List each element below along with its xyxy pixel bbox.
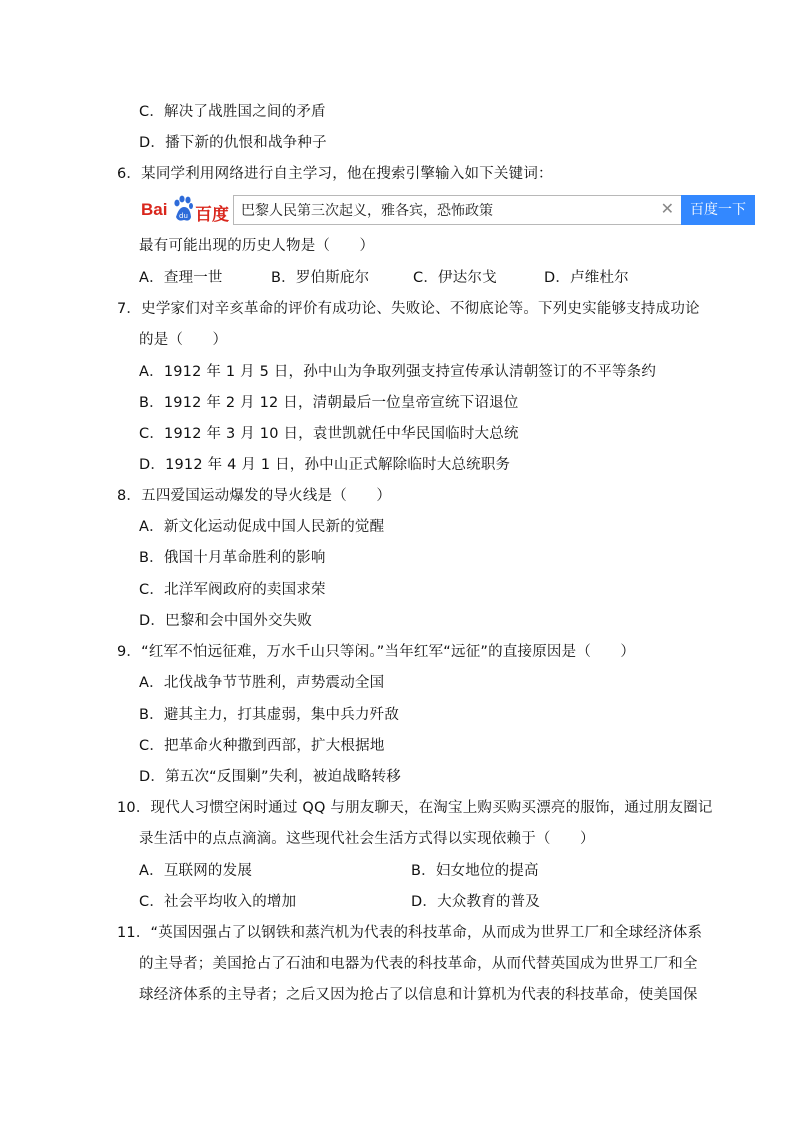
question-10: 10．现代人习惯空闲时通过 QQ 与朋友聊天，在淘宝上购买购买漂亮的服饰，通过朋友圈记 (117, 800, 713, 816)
question-11-cont-1: 的主导者；美国抢占了石油和电器为代表的科技革命，从而代替英国成为世界工厂和全 (139, 956, 698, 972)
close-icon[interactable]: ✕ (660, 199, 674, 218)
q6-option-b: B．罗伯斯庇尔 (271, 270, 370, 286)
q7-option-b: B．1912 年 2 月 12 日，清朝最后一位皇帝宣统下诏退位 (139, 395, 519, 411)
q7-option-d: D．1912 年 4 月 1 日，孙中山正式解除临时大总统职务 (139, 457, 511, 473)
svg-text:du: du (179, 212, 188, 220)
search-input[interactable] (233, 195, 683, 225)
question-6-prompt: 最有可能出现的历史人物是（ ） (139, 238, 375, 254)
baidu-logo (139, 194, 231, 226)
search-button[interactable]: 百度一下 (681, 195, 755, 225)
q8-option-a: A．新文化运动促成中国人民新的觉醒 (139, 519, 385, 535)
q6-option-d: D．卢维杜尔 (544, 270, 629, 286)
question-6: 6．某同学利用网络进行自主学习，他在搜索引擎输入如下关键词： (117, 166, 553, 182)
search-query: 巴黎人民第三次起义，雅各宾，恐怖政策 (241, 203, 493, 219)
q6-option-a: A．查理一世 (139, 270, 223, 286)
q8-option-b: B．俄国十月革命胜利的影响 (139, 550, 326, 566)
q8-option-c: C．北洋军阀政府的卖国求荣 (139, 582, 326, 598)
question-7-cont: 的是（ ） (139, 332, 228, 348)
question-8: 8．五四爱国运动爆发的导火线是（ ） (117, 488, 392, 504)
q10-option-a: A．互联网的发展 (139, 863, 253, 879)
option-c: C．解决了战胜国之间的矛盾 (139, 104, 326, 120)
question-9: 9．“红军不怕远征难，万水千山只等闲。”当年红军“远征”的直接原因是（ ） (117, 644, 636, 660)
question-11: 11．“英国因强占了以钢铁和蒸汽机为代表的科技革命，从而成为世界工厂和全球经济体系 (117, 925, 703, 941)
q9-option-b: B．避其主力，打其虚弱，集中兵力歼敌 (139, 707, 400, 723)
q10-option-b: B．妇女地位的提高 (411, 863, 539, 879)
q6-option-c: C．伊达尔戈 (413, 270, 497, 286)
option-d: D．播下新的仇恨和战争种子 (139, 135, 327, 151)
q9-option-d: D．第五次“反围剿”失利，被迫战略转移 (139, 769, 401, 785)
q10-option-d: D．大众教育的普及 (411, 894, 540, 910)
paw-icon (173, 195, 193, 223)
question-7: 7．史学家们对辛亥革命的评价有成功论、失败论、不彻底论等。下列史实能够支持成功论 (117, 301, 700, 317)
q10-option-c: C．社会平均收入的增加 (139, 894, 297, 910)
question-11-cont-2: 球经济体系的主导者；之后又因为抢占了以信息和计算机为代表的科技革命，使美国保 (139, 987, 698, 1003)
q8-option-d: D．巴黎和会中国外交失败 (139, 613, 313, 629)
q9-option-c: C．把革命火种撒到西部，扩大根据地 (139, 738, 385, 754)
logo-text-bai: Bai (141, 200, 168, 219)
question-10-cont: 录生活中的点点滴滴。这些现代社会生活方式得以实现依赖于（ ） (139, 831, 595, 847)
baidu-search-bar (139, 194, 755, 226)
logo-text-du: 百度 (195, 205, 229, 225)
q9-option-a: A．北伐战争节节胜利，声势震动全国 (139, 675, 385, 691)
q7-option-a: A．1912 年 1 月 5 日，孙中山为争取列强支持宣传承认清朝签订的不平等条约 (139, 364, 657, 380)
q7-option-c: C．1912 年 3 月 10 日，袁世凯就任中华民国临时大总统 (139, 426, 519, 442)
